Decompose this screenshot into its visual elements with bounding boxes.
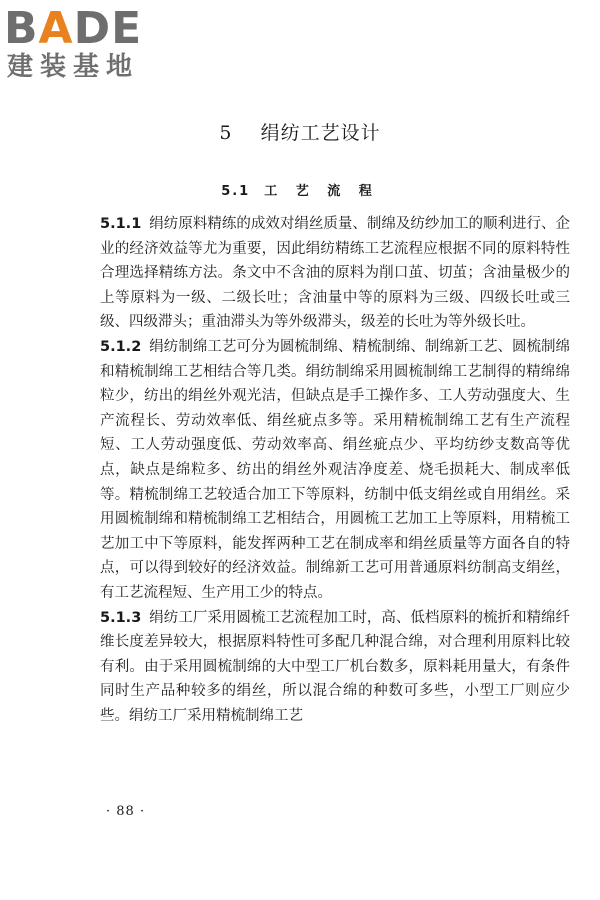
clause-text: 绢纺原料精练的成效对绢丝质量、制绵及纺纱加工的顺利进行、企业的经济效益等尤为重要，因此绢纺精练工艺流程应根据不同的原料特性合理选择精练方法。条文中不含油的原料为削口茧、切茧；含油量极少的上等原料为一级、二级长吐；含油量中等的原料为三级、四级长吐或三级、四级滞头；重油滞头为等外级滞头，级差的长吐为等外级长吐。 bbox=[100, 216, 570, 331]
logo-subtitle: 建装基地 bbox=[7, 52, 140, 82]
section-name: 工 艺 流 程 bbox=[264, 184, 379, 199]
chapter-name: 绢纺工艺设计 bbox=[260, 122, 381, 144]
logo-accent-letter: A bbox=[38, 3, 74, 54]
chapter-number: 5 bbox=[219, 122, 233, 144]
clause-number: 5.1.1 bbox=[100, 216, 142, 232]
logo-wordmark: BADE bbox=[4, 3, 143, 54]
clause-paragraph bbox=[100, 335, 570, 606]
clause-text: 绢纺制绵工艺可分为圆梳制绵、精梳制绵、制绵新工艺、圆梳制绵和精梳制绵工艺相结合等几类。绢纺制绵采用圆梳制绵工艺制得的精绵绵粒少，纺出的绢丝外观光洁，但缺点是手工操作多、工人劳动强度大、生产流程长、劳动效率低、绢丝疵点多等。采用精梳制绵工艺有生产流程短、工人劳动强度低、劳动效率高、绢丝疵点少、平均纺纱支数高等优点，缺点是绵粒多、纺出的绢丝外观洁净度差、烧毛损耗大、制成率低等。精梳制绵工艺较适合加工下等原料，纺制中低支绢丝或自用绢丝。采用圆梳制绵和精梳制绵工艺相结合，用圆梳工艺加工上等原料，用精梳工艺加工中下等原料，能发挥两种工艺在制成率和绢丝质量等方面各自的特点，可以得到较好的经济效益。制绵新工艺可用普通原料纺制高支绢丝，有工艺流程短、生产用工少的特点。 bbox=[100, 338, 570, 601]
page-number: · 88 · bbox=[106, 804, 146, 819]
clause-number: 5.1.3 bbox=[100, 609, 142, 626]
clause-paragraph bbox=[100, 212, 570, 335]
clause-number: 5.1.2 bbox=[100, 338, 142, 355]
section-number: 5.1 bbox=[221, 184, 251, 199]
clause-paragraph bbox=[100, 606, 570, 729]
bade-logo bbox=[4, 3, 179, 82]
body-text bbox=[100, 212, 570, 728]
section-title bbox=[0, 180, 600, 199]
clause-text: 绢纺工厂采用圆梳工艺流程加工时，高、低档原料的梳折和精绵纤维长度差异较大，根据原料特性可多配几种混合绵，对合理利用原料比较有利。由于采用圆梳制绵的大中型工厂机台数多，原料耗用量大，有条件同时生产品种较多的绢丝，所以混合绵的种数可多些，小型工厂则应少些。绢纺工厂采用精梳制绵工艺 bbox=[100, 609, 570, 724]
chapter-title bbox=[0, 118, 600, 145]
